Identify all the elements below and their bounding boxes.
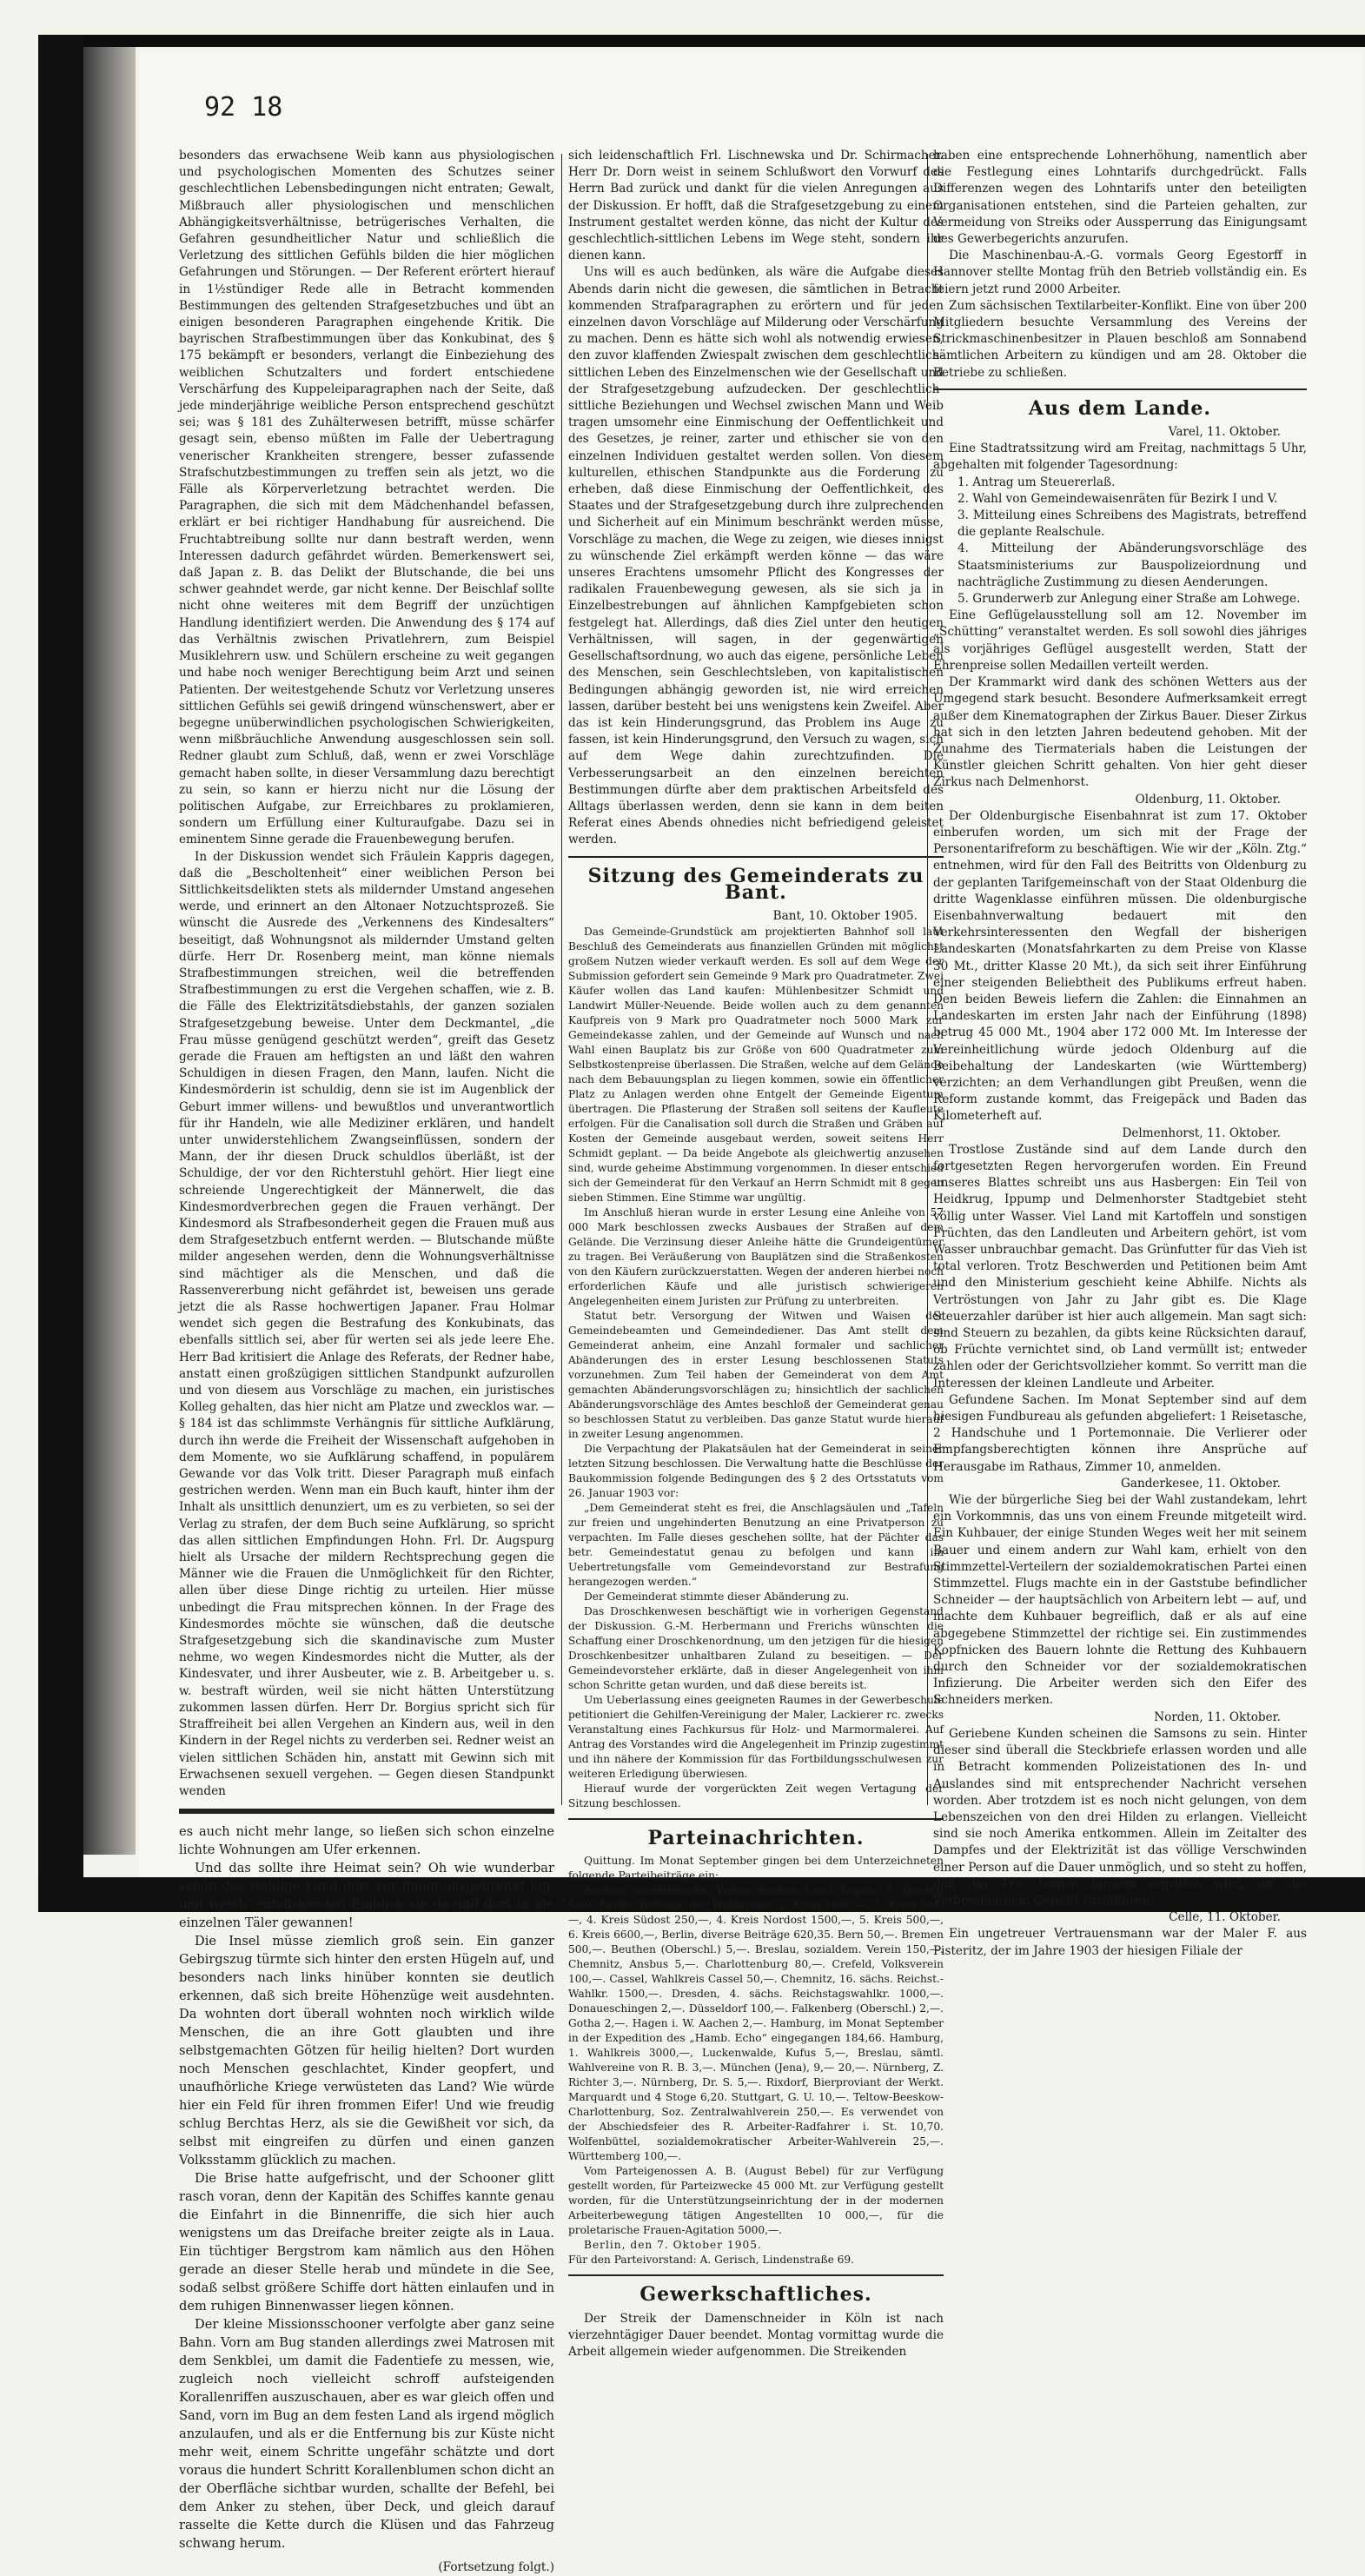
paragraph: Das Gemeinde-Grundstück am projektierten Bahnhof soll laut Beschluß des Gemeinderats aus finanziellen Gründen mit möglichst großem Nutzen wieder verkauft werden. Es soll auf dem Wege der Submission gefordert sein Gemeinde 9 Mark pro Quadratmeter. Zwei Käufer wollen das Land kaufen: Mühlenbesitzer Schmidt und Landwirt Müller-Neuende. Beide wollen auch zu dem genannten Kaufpreis von 9 Mark pro Quadratmeter noch 5000 Mark zur Gemeindekasse zahlen, und der Gemeinde auf Wunsch und nach Wahl einen Bauplatz bis zur Größe von 600 Quadratmeter zum Selbstkostenpreise überlassen. Die Straßen, welche auf dem Gelände nach dem Bebauungsplan zu liegen kommen, sowie ein öffentlicher Platz zu Anlagen werden ohne Entgelt der Gemeinde Eigentum übertragen. Die Pflasterung der Straßen soll seitens der Kaufleute erfolgen. Für die Canalisation soll durch die Straßen und Gräben auf Kosten der Gemeinde ausgebaut werden, soweit seitens Herr Schmidt geplant. — Da beide Angebote als gleichwertig anzusehen sind, wurde geheime Abstimmung vorgenommen. In dieser entschied sich der Gemeinderat für den Verkauf an Herrn Schmidt mit 8 gegen sieben Stimmen. Eine Stimme war ungültig. bbox=[568, 926, 944, 1205]
dateline: Celle, 11. Oktober. bbox=[1169, 1910, 1281, 1925]
paragraph: Geriebene Kunden scheinen die Samsons zu sein. Hinter dieser sind überall die Steckbriefe erlassen worden und alle in Betracht kommenden Polizeistationen des In- und Auslandes sind mit entsprechender Nachricht versehen worden. Aber trotzdem ist es noch nicht gelungen, von dem Lebenszeichen von den drei Hilden zu erlangen. Vielleicht sind sie noch Amerika entkommen. Allein im Zeitalter des Dampfes und der Elektrizität ist das völlige Verschwinden einer Person auf die Dauer unmöglich, und so steht zu hoffen, daß das Trio binnen kurzem ergriffen wird, um die Verbrecher dem Gericht zuzuführen. bbox=[933, 1726, 1307, 1908]
dateline: Ganderkesee, 11. Oktober. bbox=[1121, 1476, 1281, 1490]
section-heading-sitzung: Sitzung des Gemeinderats zu Bant. bbox=[587, 864, 924, 904]
story-paragraph: es auch nicht mehr lange, so ließen sich schon einzelne lichte Wohnungen am Ufer erkennen. bbox=[179, 1824, 554, 1858]
paragraph: Uns will es auch bedünken, als wäre die Aufgabe dieses Abends darin nicht die gewesen, die sämtlichen in Betracht kommenden Strafparagraphen zu erörtern und für jeden einzelnen davon Vorschläge auf Milderung oder Verschärfung zu machen. Denn es hätte sich wohl als notwendig erwiesen, den zuvor klaffenden Zwiespalt zwischen dem geschlechtlich-sittlichen Leben des Einzelmenschen wie der Gesellschaft und der Strafgesetzgebung aufzudecken. Der geschlechtlich-sittliche Beziehungen und Wechsel zwischen Mann und Weib tragen umsomehr eine Einmischung der Oeffentlichkeit und des Gesetzes, je reiner, zarter und ethischer sie von den einzelnen Individuen gestaltet werden sollen. Von diesem kulturellen, ethischen Standpunkte aus die Forderung zu erheben, daß diese Einmischung der Oeffentlichkeit, des Staates und der Strafgesetzgebung durch ihre zulprechenden und Sicherheit auf ein Minimum beschränkt werden müsse, Vorschläge zu machen, die Wege zu zeigen, wie dieses innigst zu wünschende Ziel erkämpft werden könne — das wäre unseres Erachtens umsomehr Pflicht des Kongresses der radikalen Frauenbewegung gewesen, als sie sich ja in Einzelbestrebungen auf ähnlichen Kampfgebieten schon festgelegt hat. Allerdings, daß dies Ziel unter den heutigen Verhältnissen, will sagen, in der gegenwärtigen Gesellschaftsordnung, wo auch das eigene, persönliche Leben des Menschen, sein Geschlechtsleben, von kapitalistischen Bedingungen abhängig geworden ist, nie wird erreichen lassen, darüber besteht bei uns wenigstens kein Zweifel. Aber das ist kein Hinderungsgrund, das Problem ins Auge zu fassen, ist kein Hinderungsgrund, den Versuch zu wagen, sich auf dem Wege dahin zurechtzufinden. Die Verbesserungsarbeit an den einzelnen bereichten Bestimmungen dürfte aber dem praktischen Arbeitsfeld des Alltags überlassen werden, denn sie kann in dem beiten Referat eines Abends ohnedies nicht befriedigend geleistet werden. bbox=[568, 265, 944, 847]
section-divider bbox=[568, 856, 944, 858]
dateline: Oldenburg, 11. Oktober. bbox=[1135, 792, 1281, 807]
paragraph: Um Ueberlassung eines geeigneten Raumes in der Gewerbeschule petitioniert die Gehilfen-Vereinigung der Maler, Lackierer rc. zwecks Veranstaltung eines Fachkursus für Holz- und Marmormalerei. Auf Antrag des Vorstandes wird die Angelegenheit im Prinzip zugestimmt und ihn nähere der Kommission für das Fortbildungsschulwesen zur weiteren Erledigung überwiesen. bbox=[568, 1694, 944, 1781]
list-item: 4. Mitteilung der Abänderungsvorschläge des Staatsministeriums zur Bauspolizeiordnung und nachträgliche Zustimmung zu diesen Aenderungen. bbox=[957, 541, 1307, 589]
paragraph: Aachen, sozialdemokr. Verein Aachen Land Eupen, 3. Quartal 6,60. Berlin, Beiträge der Wahlkreise: 2. Kreis 1600,—, 3. Kreis 500,—, 4. Kreis Südost 250,—, 4. Kreis Nordost 1500,—, 5. Kreis 500,—, 6. Kreis 6600,—, Berlin, diverse Beiträge 620,35. Bern 50,—. Bremen 500,—. Beuthen (Oberschl.) 5,—. Breslau, sozialdem. Verein 150,—. Chemnitz, Ansbus 5,—. Charlottenburg 80,—. Crefeld, Volksverein 100,—. Cassel, Wahlkreis Cassel 50,—. Chemnitz, 16. sächs. Reichst.-Wahlkr. 1500,—. Dresden, 4. sächs. Reichstagswahlkr. 1000,—. Donaueschingen 2,—. Düsseldorf 100,—. Falkenberg (Oberschl.) 2,—. Gotha 2,—. Hagen i. W. Aachen 2,—. Hamburg, im Monat September in der Expedition des „Hamb. Echo“ eingegangen 184,66. Hamburg, 1. Wahlkreis 3000,—, Luckenwalde, Kufus 5,—, Breslau, sämtl. Wahlvereine von R. B. 3,—. München (Jena), 9,— 20,—. Nürnberg, Z. Richter 3,—. Nürnberg, Dr. S. 5,—. Rixdorf, Bierproviant der Werkt. Marquardt und 4 Stoge 6,20. Stuttgart, G. U. 10,—. Teltow-Beeskow-Charlottenburg, Soz. Zentralwahlverein 250,—. Es verwendet von der Abschiedsfeier des R. Arbeiter-Radfahrer i. St. 10,70. Wolfenbüttel, sozialdemokratischer Arbeiter-Wahlverein 25,—. Württemberg 100,—. bbox=[568, 1884, 944, 2163]
dateline: Varel, 11. Oktober. bbox=[1168, 425, 1281, 440]
story-paragraph: Der kleine Missionsschooner verfolgte aber ganz seine Bahn. Vorn am Bug standen allerdings zwei Matrosen mit dem Senkblei, um damit die Fadentiefe zu messen, wie, zugleich noch vielleicht schroff aufsteigenden Korallenriffen auszuschauen, aber es war gleich offen und Sand, vorn im Bug an dem festen Land als irgend möglich anzulaufen, und als er die Entfernung bis zur Küste nicht mehr weit, einem Schritte ungefähr schätzte und dort voraus die hundert Schritt Korallenblumen schon dicht an der Oberfläche sichtbar wurden, schallte der Befehl, bei dem Anker zu stehen, über Deck, und gleich darauf rasselte die Kette durch die Klüsen und das Fahrzeug schwang herum. bbox=[179, 2317, 554, 2552]
page-gutter-shadow bbox=[83, 47, 136, 1855]
paragraph: besonders das erwachsene Weib kann aus physiologischen und psychologischen Momenten des Schutzes seiner geschlechtlichen Lebensbedingungen nicht entraten; Gewalt, Mißbrauch aller physiologischen und menschlichen Abhängigkeitsverhältnisse, betrügerisches Verhalten, die Gefahren gesundheitlicher Natur und schließlich die Verletzung des sittlichen Gefühls bilden die hier möglichen Gefahrungen und Störungen. — Der Referent erörtert hierauf in 1½stündiger Rede alle in Betracht kommenden Bestimmungen des geltenden Strafgesetzbuches und übt an einigen besonderen Paragraphen eingehende Kritik. Die bayrischen Strafbestimmungen über das Konkubinat, des § 175 bekämpft er besonders, verlangt die Einbeziehung des weiblichen Schutzalters und fordert entschiedene Verschärfung des Kuppeleiparagraphen nach der Seite, daß jede minderjährige weibliche Person entsprechend geschützt sei; was § 181 des Zuhälterwesen betrifft, müsse schärfer gesagt sein, ebenso müßten im Falle der Uebertragung venerischer Krankheiten strengere, besser zufassende Strafschutzbestimmungen zu treffen sein als jetzt, wo die Fälle als Körperverletzung betrachtet werden. Die Paragraphen, die sich mit dem Mädchenhandel befassen, erklärt er bei richtiger Handhabung für ausreichend. Die Fruchtabtreibung sollte nur dann bestraft werden, wenn Interessen dadurch gefährdet würden. Bemerkenswert sei, daß Japan z. B. das Delikt der Blutschande, die bei uns schwer geahndet werde, gar nicht kenne. Der Beischlaf sollte nicht ohne weiteres mit dem Begriff der unzüchtigen Handlung identifiziert werden. Die Anwendung des § 174 auf das Verhältnis zwischen Privatlehrern, zum Beispiel Musiklehrern usw. und Schülern erscheine zu weit gegangen und habe noch weniger Berechtigung beim Arzt und seinen Patienten. Der weitestgehende Schutz vor Verletzung unseres sittlichen Gefühls sei gewiß dringend wünschenswert, aber er begegne unüberwindlichen psychologischen Schwierigkeiten, wenn mißbräuchliche Anwendung ausgeschlossen sein soll. Redner glaubt zum Schluß, daß, wenn er zwei Vorschläge gemacht haben sollte, in dieser Versammlung dazu berechtigt zu sein, so kann er hierzu nicht nur die Lösung der politischen Aufgabe, zur Erreichbares zu proklamieren, sondern um Erfüllung einer Kulturaufgabe. Dazu sei in eminentem Sinne gerade die Frauenbewegung berufen. bbox=[179, 149, 554, 847]
story-paragraph: Und das sollte ihre Heimat sein? Oh wie wunderbar schön das waldige Land dort vor ihnen ausgebreitet lag, und welch' entzückenden Einblick sie da und dort in die einzelnen Täler gewannen! bbox=[179, 1861, 554, 1931]
page-number: 92 18 bbox=[204, 92, 283, 123]
section-heading-gewerk: Gewerkschaftliches. bbox=[639, 2283, 872, 2307]
paragraph: haben eine entsprechende Lohnerhöhung, namentlich aber die Festlegung eines Lohntarifs durchgedrückt. Falls Differenzen wegen des Lohntarifs unter den beteiligten Organisationen entstehen, sind die Parteien gehalten, zur Vermeidung von Streiks oder Aussperrung das Einigungsamt des Gewerbegerichts anzurufen. bbox=[933, 149, 1307, 247]
scan-border-left bbox=[38, 35, 83, 1912]
signature-line: Für den Parteivorstand: A. Gerisch, Lindenstraße 69. bbox=[568, 2254, 855, 2267]
dateline: Bant, 10. Oktober 1905. bbox=[772, 908, 918, 923]
paragraph: Ein ungetreuer Vertrauensmann war der Maler F. aus Pisteritz, der im Jahre 1903 der hiesigen Filiale der bbox=[933, 1927, 1307, 1958]
column-2 bbox=[568, 148, 944, 2359]
section-heading-lande: Aus dem Lande. bbox=[1028, 396, 1212, 420]
paragraph: Die Verpachtung der Plakatsäulen hat der Gemeinderat in seiner letzten Sitzung beschlossen. Die Verwaltung hatte die Beschlüsse der Baukommission folgende Bedingungen des § 2 des Ortsstatuts vom 26. Januar 1903 vor: bbox=[568, 1443, 944, 1500]
paragraph: Im Anschluß hieran wurde in erster Lesung eine Anleihe von 57 000 Mark beschlossen zwecks Ausbaues der Straßen auf dem Gelände. Die Verzinsung dieser Anleihe hätte die Grundeigentümer zu tragen. Bei Veräußerung von Bauplätzen sind die Straßenkosten von den Käufern zurückzuerstatten. Wegen der anderen hierbei noch erforderlichen Käufe und alle juristisch schwierigeren Angelegenheiten einem Juristen zur Prüfung zu unterbreiten. bbox=[568, 1206, 944, 1308]
paragraph: Der Oldenburgische Eisenbahnrat ist zum 17. Oktober einberufen worden, um sich mit der Frage der Personentarifreform zu beschäftigen. Wie wir der „Köln. Ztg.“ entnehmen, wird für den Fall des Beitritts von Oldenburg zu der geplanten Tarifgemeinschaft von der Staat Oldenburg die dritte Wagenklasse einführen müssen. Die oldenburgische Eisenbahnverwaltung bedauert mit den Verkehrsinteressenten den Wegfall der bisherigen Landeskarten (Monatsfahrkarten zu dem Preise von Klasse 30 Mt., dritter Klasse 20 Mt.), da sich seit ihrer Einführung einer steigenden Beliebtheit des Publikums erfreut haben. Den beiden Beweis liefern die Zahlen: die Einnahmen an Landeskarten im ersten Jahr nach der Einführung (1898) betrug 45 000 Mt., 1904 aber 172 000 Mt. Im Interesse der Vereinheitlichung würde jedoch Oldenburg auf die Beibehaltung der Landeskarten (wie Württemberg) verzichten; an dem Verhandlungen gibt Preußen, wenn die Reform zustande kommt, das Freigepäck und Baden das Kilometerheft auf. bbox=[933, 808, 1307, 1124]
paragraph: Vom Parteigenossen A. B. (August Bebel) für zur Verfügung gestellt worden, für Parteizwecke 45 000 Mt. zur Verfügung gestellt worden, für die Unterstützungseinrichtung der in der modernen Arbeiterbewegung tätigen Angestellten 10 000,—, für die proletarische Frauen-Agitation 5000,—. bbox=[568, 2165, 944, 2237]
story-paragraph: Die Insel müsse ziemlich groß sein. Ein ganzer Gebirgszug türmte sich hinter den ersten Hügeln auf, und besonders nach links hinüber konnten sie deutlich erkennen, daß sich breite Höhenzüge weit ausdehnten. Da wohnten dort überall wohnten noch wirklich wilde Menschen, die an ihre Gott glaubten und ihre selbstgemachten Götzen für heilig hielten? Dort wurden noch Menschen geschlachtet, Kinder geopfert, und unaufhörliche Kriege verwüsteten das Land? Wie würde hier ein Feld für ihren frommen Eifer! Und wie freudig schlug Berchtas Herz, als sie die Gewißheit vor sich, da selbst mit eingreifen zu dürfen und einen ganzen Volksstamm glücklich zu machen. bbox=[179, 1934, 554, 2168]
paragraph: Eine Stadtratssitzung wird am Freitag, nachmittags 5 Uhr, abgehalten mit folgender Tagesordnung: bbox=[933, 442, 1307, 473]
section-divider bbox=[568, 1818, 944, 1820]
agenda-list bbox=[933, 475, 1307, 608]
list-item: 1. Antrag um Steuererlaß. bbox=[957, 475, 1116, 489]
paragraph: sich leidenschaftlich Frl. Lischnewska und Dr. Schirmacher. Herr Dr. Dorn weist in seinem Schlußwort den Vorwurf des Herrn Bad zurück und dankt für die vielen Anregungen aus der Diskussion. Er hofft, daß die Strafgesetzgebung zu einem Instrument gestaltet werden könne, das nicht der Kultur des geschlechtlich-sittlichen Lebens im Wege steht, sondern ihr dienen kann. bbox=[568, 149, 944, 263]
section-divider bbox=[933, 388, 1307, 390]
paragraph: Hierauf wurde der vorgerückten Zeit wegen Vertagung der Sitzung beschlossen. bbox=[568, 1783, 944, 1810]
dateline: Norden, 11. Oktober. bbox=[1154, 1710, 1281, 1724]
paragraph: Zum sächsischen Textilarbeiter-Konflikt. Eine von über 200 Mitgliedern besuchte Versammlung des Vereins der Strickmaschinenbesitzer in Plauen beschloß am Sonnabend sämtlichen Arbeitern zu kündigen und am 28. Oktober die Betriebe zu schließen. bbox=[933, 298, 1307, 380]
story-paragraph: Die Brise hatte aufgefrischt, und der Schooner glitt rasch voran, denn der Kapitän des Schiffes kannte genau die Einfahrt in die Binnenriffe, die sich hier auch wenigstens um das Dreifache breiter zeigte als in Laua. Ein tüchtiger Bergstrom kam nämlich aus den Höhen gerade an dieser Stelle herab und mündete in die See, sodaß selbst größere Schiffe dort hätten einlaufen und in dem ruhigen Binnenwasser liegen können. bbox=[179, 2171, 554, 2314]
paragraph: Das Droschkenwesen beschäftigt wie in vorherigen Gegenstand der Diskussion. G.-M. Herbermann und Frerichs wünschten die Schaffung einer Droschkenordnung, um den jetzigen für die hiesigen Droschkenbesitzer unhaltbaren Zuland zu beseitigen. — Der Gemeindevorsteher erklärte, daß in dieser Angelegenheit von ihm schon Schritte getan wurden, und daß diese bereits ist. bbox=[568, 1605, 944, 1692]
column-1 bbox=[179, 148, 554, 2575]
continuation-note: (Fortsetzung folgt.) bbox=[438, 2560, 554, 2575]
paragraph: Trostlose Zustände sind auf dem Lande durch den fortgesetzten Regen hervorgerufen worden. Ein Freund unseres Blattes schreibt uns aus Hasbergen: Ein Teil von Heidkrug, Ippump und Delmenhorster Stadtgebiet steht völlig unter Wasser. Viel Land mit Kartoffeln und sonstigen Früchten, das den Landleuten und Arbeitern gehört, ist vom Wasser unbrauchbar gemacht. Das Grünfutter für das Vieh ist total verloren. Trotz Beschwerden und Petitionen beim Amt und den Ministerium geschieht keine Abhilfe. Nichts als Vertröstungen von Jahr zu Jahr gibt es. Die Klage Steuerzahler darüber ist hier auch allgemein. Man sagt sich: sind Steuern zu bezahlen, da gibts keine Rücksichten darauf, ob Früchte vernichtet sind, ob Land vermüllt ist; entweder zahlen oder der Gerichtsvollzieher kommt. So verritt man die Interessen der kleinen Landleute und Arbeiter. bbox=[933, 1142, 1307, 1391]
paragraph: Eine Geflügelausstellung soll am 12. November im „Schütting“ veranstaltet werden. Es soll sowohl dies jähriges als vorjähriges Geflügel ausgestellt werden, Statt der Ehrenpreise sollen Medaillen verteilt werden. bbox=[933, 608, 1307, 673]
list-item: 2. Wahl von Gemeindewaisenräten für Bezirk I und V. bbox=[957, 491, 1278, 506]
scan-border-top bbox=[38, 35, 1365, 47]
paragraph: Quittung. Im Monat September gingen bei dem Unterzeichneten folgende Parteibeiträge ein: bbox=[568, 1855, 944, 1882]
paragraph: Statut betr. Versorgung der Witwen und Waisen der Gemeindebeamten und Gemeindediener. Das Amt stellt dem Gemeinderat anheim, eine Anzahl formaler und sachlicher Abänderungen des in erster Lesung beschlossenen Statuts vorzunehmen. Zum Teil haben der Gemeinderat von dem Amt gemachten Abänderungsvorschlägen zu; hinsichtlich der sachlichen Abänderungsvorschläge des Amtes beschloß der Gemeinderat genau so beschlossen Statut zu verbleiben. Das ganze Statut wurde hierauf in zweiter Lesung angenommen. bbox=[568, 1310, 944, 1441]
paragraph: Der Krammarkt wird dank des schönen Wetters aus der Umgegend stark besucht. Besondere Aufmerksamkeit erregt außer dem Kinematographen der Zirkus Bauer. Dieser Zirkus hat sich in den letzten Jahren bedeutend gehoben. Mit der Zunahme des Tiermaterials haben die Leistungen der Künstler gleichen Schritt gehalten. Von hier geht dieser Zirkus nach Delmenhorst. bbox=[933, 675, 1307, 790]
dateline: Delmenhorst, 11. Oktober. bbox=[1122, 1125, 1281, 1140]
paragraph: „Dem Gemeinderat steht es frei, die Anschlagsäulen und „Tafeln zur freien und ungehinderten Benutzung an eine Privatperson zu verpachten. Im Falle dieses geschehen sollte, hat der Pächter das betr. Gemeindestatut genau zu befolgen und kann im Uebertretungsfalle vom Gemeindevorstand zur Bestrafung herangezogen werden.“ bbox=[568, 1502, 944, 1589]
paragraph: Die Maschinenbau-A.-G. vormals Georg Egestorff in Hannover stellte Montag früh den Betrieb vollständig ein. Es feiern jetzt rund 2000 Arbeiter. bbox=[933, 249, 1307, 296]
column-rule bbox=[561, 154, 562, 1805]
section-divider bbox=[568, 2274, 944, 2276]
paragraph: Der Gemeinderat stimmte dieser Abänderung zu. bbox=[584, 1590, 850, 1603]
paragraph: In der Diskussion wendet sich Fräulein Kappris dagegen, daß die „Bescholtenheit“ einer weiblichen Person bei Sittlichkeitsdelikten stets als mildernder Umstand angesehen werde, und erinnert an den Altonaer Notzuchtsprozeß. Sie wünscht die Ausrede des „Verkennens des Kindesalters“ beseitigt, daß Wohnungsnot als mildernder Umstand gelten dürfe. Herr Dr. Rosenberg meint, man könne niemals Strafbestimmungen streichen, weil die betreffenden Strafbestimmungen zu erst die Vergehen schaffen, wie z. B. die Fälle des Elektrizitätsdiebstahls, der ganzen sozialen Strafgesetzgebung beweise. Unter dem Deckmantel, „die Frau müsse genügend geschützt werden“, greift das Gesetz gerade die Frauen am heftigsten an und läßt den wahren Schuldigen in diesen Fragen, den Mann, laufen. Nicht die Kindesmörderin ist schuldig, denn sie ist im Augenblick der Geburt immer willens- und bewußtlos und unverantwortlich für ihr Handeln, wie alle Mediziner erklären, und handelt unter unwiderstehlichem Zwangseinflüssen, sondern der Mann, der ihr diesen Druck schuldlos überläßt, ist der Schuldige, der vor den Richterstuhl gehört. Hier liegt eine schreiende Ungerechtigkeit der Männerwelt, die das Kindesmordverbrechen gegen die Frauen verhängt. Der Kindesmord als Strafbesonderheit gegen die Frauen muß aus dem Strafgesetzbuch entfernt werden. — Blutschande müßte milder angesehen werden, denn die Wohnungsverhältnisse sind mächtiger als die Menschen, und daß die Rassenvererbung nicht gefährdet ist, beweisen uns gerade jetzt die als Rasse hochwertigen Japaner. Frau Holmar wendet sich gegen die Bestrafung des Konkubinats, das ebenfalls sittlich sei, aber für werten sei als jede leere Ehe. Herr Bad kritisiert die Anlage des Referats, der Redner habe, anstatt einen großzügigen sittlichen Standpunkt aufzurollen und von diesem aus Vorschläge zu machen, ein juristisches Kolleg gehalten, das hier nicht am Platze und zwecklos war. — § 184 ist das schlimmste Verhängnis für sittliche Aufklärung, durch ihn werde die Freiheit der Wissenschaft aufgehoben in dem Momente, wo sie Aufklärung schaffend, in populärem Gewande vor das Volk tritt. Dieser Paragraph muß einfach gestrichen werden. Wenn man ein Buch kauft, hinter ihm der Inhalt als unsittlich denunziert, um es zu verbieten, so sei der Verlag zu strafen, der dem Buch seine Aufklärung, so spricht das allen sittlichen Empfindungen Hohn. Frl. Dr. Augspurg hielt als Ursache der mildern Rechtsprechung gegen die Männer wie die Frauen die Unmöglichkeit für den Richter, allen über diese Dinge richtig zu urteilen. Hier müsse unbedingt die Frau mitsprechen können. In der Frage des Kindesmordes möchte sie wünschen, daß die deutsche Strafgesetzgebung sich die skandinavische zum Muster nehme, wo wegen Kindesmordes nicht die Mutter, als der Kindesvater, und ihrer Ausbeuter, wie z. B. Arbeitgeber u. s. w. bestraft würden, weil sie nicht hätten Unterstützung zukommen lassen dürfen. Herr Dr. Borgius spricht sich für Straffreiheit bei allen Vergehen an Kindern aus, weil in den Kindern in der Regel nichts zu verderben sei. Redner weist an vielen sittlichen Schäden hin, anstatt mit Gewinn sich mit Erwachsenen sexuell vergehen. — Gegen diesen Standpunkt wenden bbox=[179, 849, 554, 1798]
column-3 bbox=[933, 148, 1307, 1958]
paragraph: Gefundene Sachen. Im Monat September sind auf dem hiesigen Fundbureau als gefunden abgeliefert: 1 Reisetasche, 2 Handschuhe und 1 Portemonnaie. Die Verlierer oder Empfangsberechtigten können ihre Ansprüche auf Herausgabe im Rathaus, Zimmer 10, anmelden. bbox=[933, 1392, 1307, 1474]
dateline: Berlin, den 7. Oktober 1905. bbox=[584, 2239, 762, 2252]
paragraph: Der Streik der Damenschneider in Köln ist nach vierzehntägiger Dauer beendet. Montag vormittag wurde die Arbeit allgemein wieder aufgenommen. Die Streikenden bbox=[568, 2311, 944, 2359]
section-heading-partei: Parteinachrichten. bbox=[647, 1827, 865, 1850]
paragraph: Wie der bürgerliche Sieg bei der Wahl zustandekam, lehrt ein Vorkommnis, das uns von einem Freunde mitgeteilt wird. Ein Kuhbauer, der einige Stunden Weges weit her mit seinem Bauer und einem andern zur Wahl kam, erhielt von den Stimmzettel-Verteilern der sozialdemokratischen Partei einen Stimmzettel. Flugs machte ein in der Gaststube befindlicher Schneider — der hauptsächlich von Arbeitern lebt — auf, und machte dem Kuhbauer begreiflich, daß er als auf eine abgegebene Stimmzettel der richtige sei. Ein zustimmendes Kopfnicken des Bauern lohnte die Rettung des Kuhbauern durch den Schneider vor der sozialdemokratischen Infizierung. Die Arbeiter werden sich den Eifer des Schneiders merken. bbox=[933, 1493, 1307, 1708]
list-item: 3. Mitteilung eines Schreibens des Magistrats, betreffend die geplante Realschule. bbox=[957, 508, 1307, 540]
section-divider bbox=[179, 1809, 554, 1814]
newspaper-page bbox=[139, 54, 1362, 2575]
list-item: 5. Grunderwerb zur Anlegung einer Straße am Lohwege. bbox=[957, 592, 1301, 607]
